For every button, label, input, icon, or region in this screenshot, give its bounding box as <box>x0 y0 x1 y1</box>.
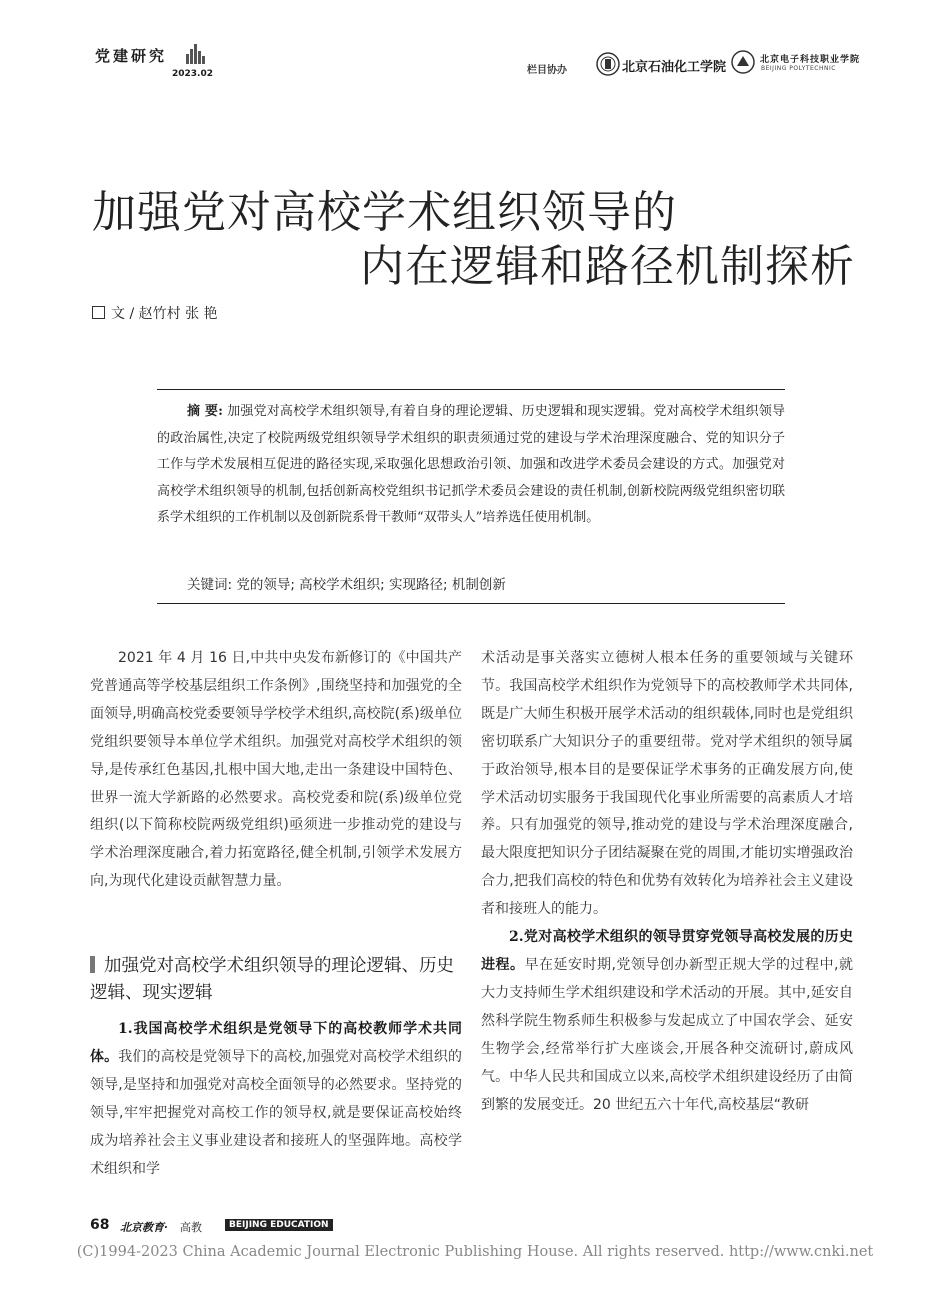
point1-paragraph <box>90 1016 462 1183</box>
abstract-top-rule <box>157 389 785 390</box>
continuation-paragraph: 术活动是事关落实立德树人根本任务的重要领域与关键环节。我国高校学术组织作为党领导下的高校教师学术共同体,既是广大师生积极开展学术活动的组织载体,同时也是党组织密切联系广大知识分子的重要纽带。党对学术组织的领导属于政治领导,根本目的是要保证学术事务的正确发展方向,使学术活动切实服务于我国现代化事业所需要的高素质人才培养。只有加强党的领导,推动党的建设与学术治理深度融合,最大限度把知识分子团结凝聚在党的周围,才能切实增强政治合力,把我们高校的特色和优势有效转化为培养社会主义建设者和接班人的能力。 <box>481 650 853 918</box>
copyright-notice: (C)1994-2023 China Academic Journal Electronic Publishing House. All rights reserved. http://www.cnki.net <box>76 1244 874 1260</box>
partner2-english: BEIJING POLYTECHNIC <box>761 65 836 72</box>
partner1-name: 北京石油化工学院 <box>622 60 727 75</box>
abstract <box>157 399 785 532</box>
column-title: 党建研究 <box>95 47 168 65</box>
point1-heading: 1.我国高校学术组织是党领导下的高校教师学术共同体。 <box>90 1021 462 1065</box>
journal-name: 北京教育· <box>120 1221 168 1234</box>
intro-paragraph: 2021 年 4 月 16 日,中共中央发布新修订的《中国共产党普通高等学校基层组织工作条例》,围绕坚持和加强党的全面领导,明确高校党委要领导学校学术组织,高校院(系)级单位党组织要领导本单位学术组织。加强党对高校学术组织的领导,是传承红色基因,扎根中国大地,走出一条建设中国特色、世界一流大学新路的必然要求。高校党委和院(系)级单位党组织(以下简称校院两级党组织)亟须进一步推动党的建设与学术治理深度融合,着力拓宽路径,健全机制,引领学术发展方向,为现代化建设贡献智慧力量。 <box>90 650 462 890</box>
article-title-line1: 加强党对高校学术组织领导的 <box>92 187 677 238</box>
keywords: 关键词: 党的领导; 高校学术组织; 实现路径; 机制创新 <box>187 577 506 593</box>
point2-heading: 2.党对高校学术组织的领导贯穿党领导高校发展的历史进程。 <box>481 929 853 973</box>
abstract-text: 加强党对高校学术组织领导,有着自身的理论逻辑、历史逻辑和现实逻辑。党对高校学术组织领导的政治属性,决定了校院两级党组织领导学术组织的职责须通过党的建设与学术治理深度融合、党的知识分子工作与学术发展相互促进的路径实现,采取强化思想政治引领、加强和改进学术委员会建设的方式。加强党对高校学术组织领导的机制,包括创新高校党组织书记抓学术委员会建设的责任机制,创新校院两级党组织密切联系学术组织的工作机制以及创新院系骨干教师“双带头人”培养选任使用机制。 <box>157 404 785 525</box>
column-left <box>90 645 462 896</box>
square-icon <box>92 306 105 319</box>
point1-text: 我们的高校是党领导下的高校,加强党对高校学术组织的领导,是坚持和加强党对高校全面领导的必然要求。坚持党的领导,牢牢把握党对高校工作的领导权,就是要保证高校始终成为培养社会主义事业建设者和接班人的坚强阵地。高校学术组织和学 <box>90 1048 463 1177</box>
abstract-bottom-rule <box>157 603 785 604</box>
point2-text: 早在延安时期,党领导创办新型正规大学的过程中,就大力支持师生学术组织建设和学术活动的开展。其中,延安自然科学院生物系师生积极参与发起成立了中国农学会、延安生物学会,经常举行扩大座谈会,开展各种交流研讨,蔚成风气。中华人民共和国成立以来,高校学术组织建设经历了由简到繁的发展变迁。20 世纪五六十年代,高校基层“教研 <box>481 956 853 1113</box>
article-title-line2: 内在逻辑和路径机制探析 <box>360 241 855 292</box>
column-right <box>481 645 853 1119</box>
abstract-label: 摘 要: <box>187 404 223 419</box>
partner2-name: 北京电子科技职业学院 <box>760 55 861 65</box>
cooperation-label: 栏目协办 <box>527 65 567 76</box>
heading-bar <box>90 956 95 973</box>
bipt-logo-icon <box>596 52 620 80</box>
building-icon <box>184 44 206 68</box>
section-heading-text: 加强党对高校学术组织领导的理论逻辑、历史逻辑、现实逻辑 <box>90 956 454 1003</box>
page-number: 68 <box>90 1217 110 1233</box>
journal-english-tag: BEIJING EDUCATION <box>225 1219 333 1231</box>
point2-paragraph <box>481 924 853 1119</box>
section-heading <box>90 953 465 1007</box>
issue-date: 2023.02 <box>172 69 213 79</box>
byline <box>92 303 218 323</box>
journal-section: 高教 <box>180 1221 202 1234</box>
byline-text: 文 / 赵竹村 张 艳 <box>111 306 218 322</box>
bpi-logo-icon <box>731 50 755 78</box>
column-left-lower <box>90 1016 462 1183</box>
